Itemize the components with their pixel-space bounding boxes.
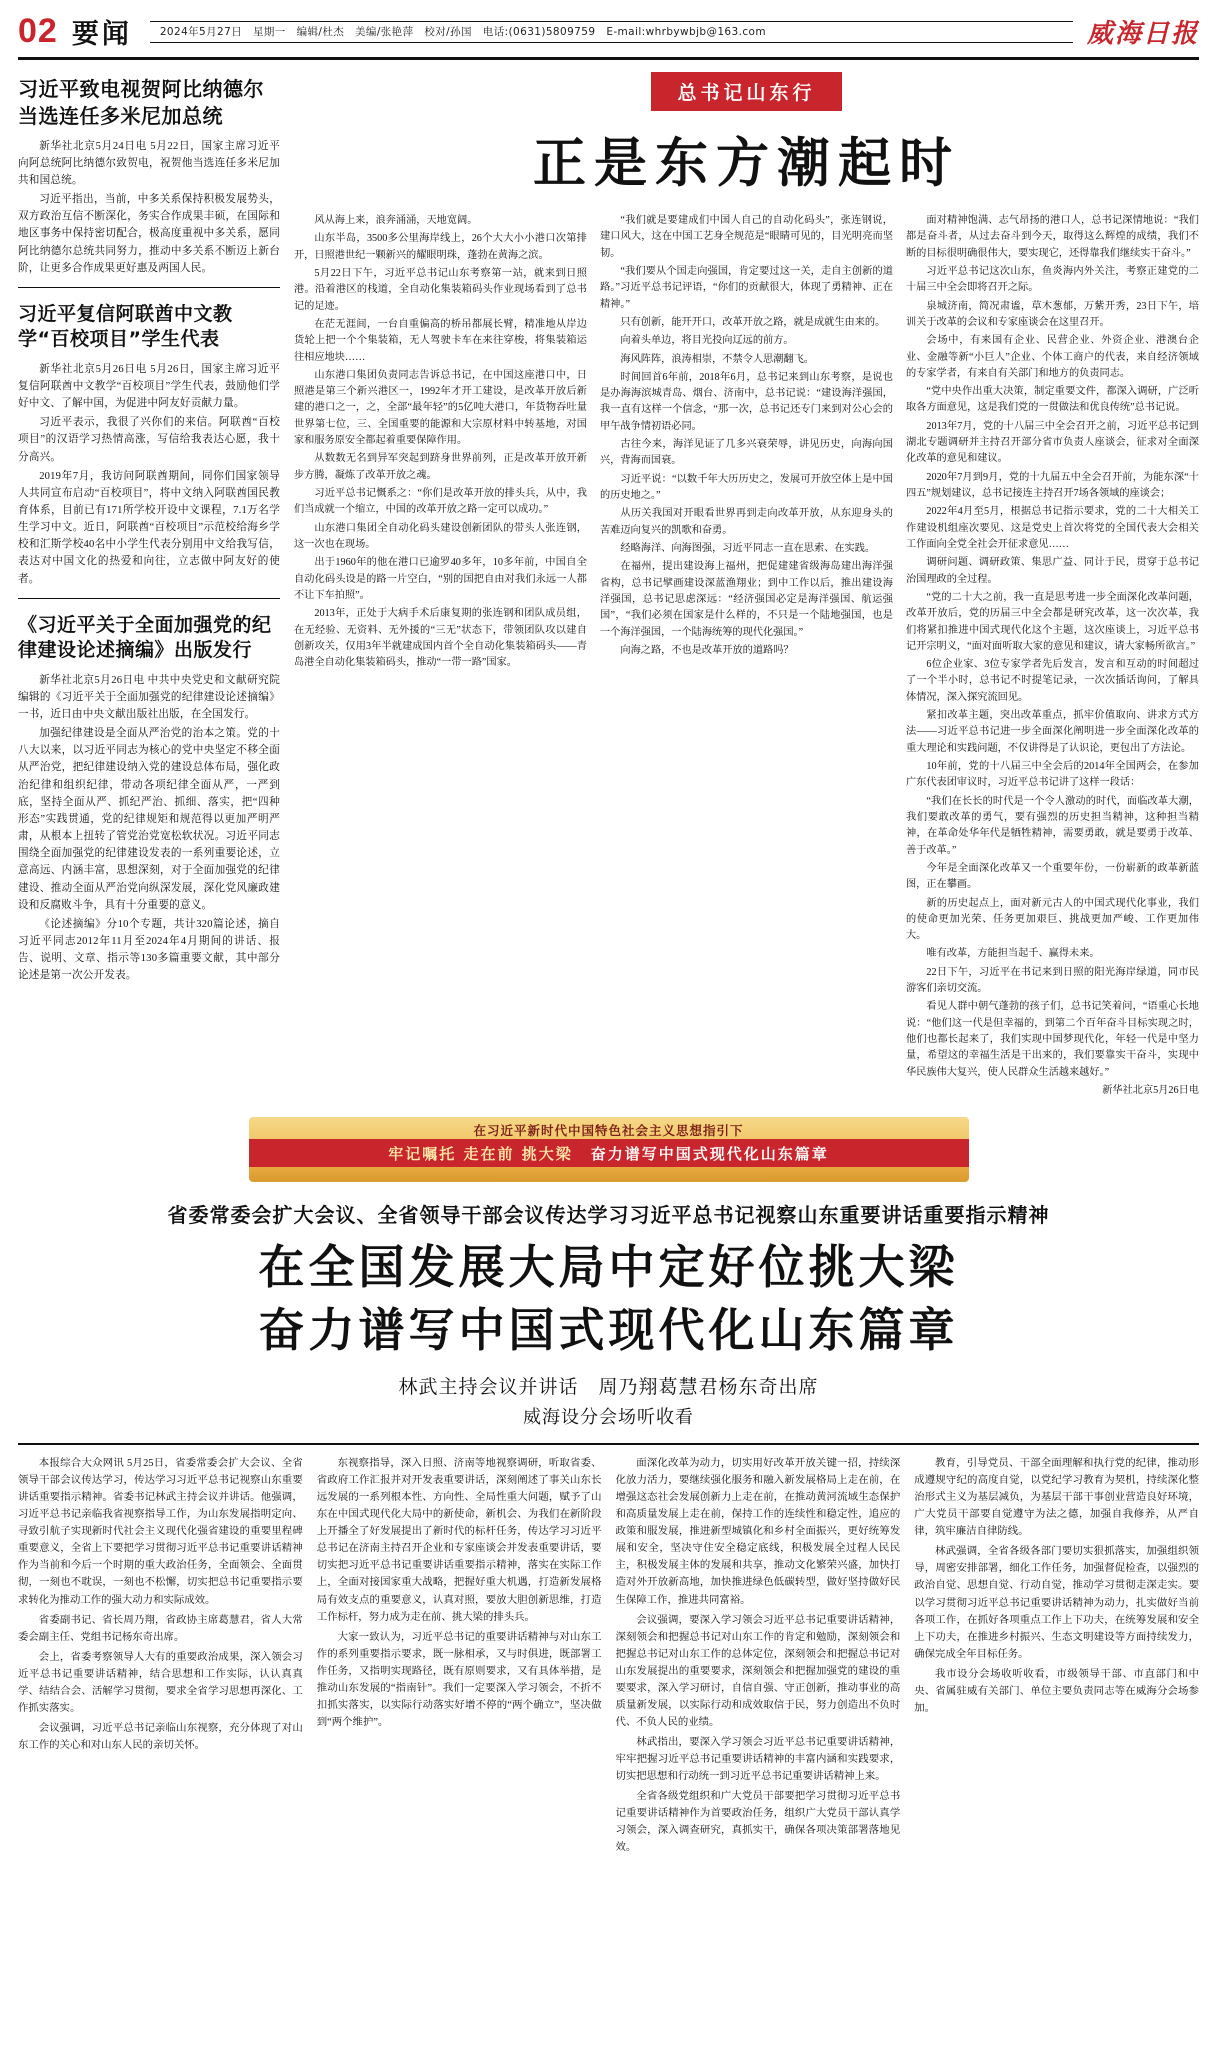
paragraph: “我们就是要建成们中国人自己的自动化码头”，张连钢说，建口风大，这在中国工艺身全规范是“眼睛可见的，目光明亮而坚韧。 bbox=[600, 215, 893, 259]
article-discipline-book bbox=[18, 613, 280, 985]
paragraph: 时间回首6年前，2018年6月，总书记来到山东考察，是说也是办海海滨城青岛、烟台、济南中，总书记说：“建设海洋强国，我一直有这样一个信念，“那一次，总书记还专门来到对公心会的甲午战争情初语必同。 bbox=[600, 371, 893, 432]
ribbon-slogan-right: 奋力谱写中国式现代化山东篇章 bbox=[590, 1144, 829, 1163]
paragraph: 《论述摘编》分10个专题，共计320篇论述，摘自习近平同志2012年11月至2024年4月期间的讲话、报告、说明、文章、指示等130多篇重要文献，其中部分论述是第一次公开发表。 bbox=[18, 918, 280, 982]
feature-tag-wrap bbox=[294, 72, 1199, 111]
paragraph: 加强纪律建设是全面从严治党的治本之策。党的十八大以来，以习近平同志为核心的党中央坚定不移全面从严治党，把纪律建设纳入党的建设总体布局，强化政治纪律和组织纪律，带动各项纪律全面从严，一严到底，坚持全面从严、抓纪严治、抓细、落实，把“四种形态”实践贯通，党的纪律规矩和规范得以更加严明严肃，从根本上扭转了管党治党宽松软状况。习近平同志围绕全面加强党的纪律建设发表的一系列重要论述，立意高远、内涵丰富，思想深刻，对于全面加强党的纪律建设、推动全面从严治党向纵深发展，深化党风廉政建设和反腐败斗争，具有十分重要的意义。 bbox=[18, 728, 280, 911]
divider bbox=[18, 598, 280, 599]
paragraph: 调研问题、调研政策、集思广益、同计于民，贯穿于总书记治国理政的全过程。 bbox=[906, 557, 1199, 585]
paragraph: 新的历史起点上，面对新元古人的中国式现代化事业，我们的使命更加光荣、任务更加艰巨、挑战更加严峻、工作更加伟大。 bbox=[906, 897, 1199, 942]
section-title: 要闻 bbox=[71, 19, 132, 50]
paragraph: 2022年4月至5月，根据总书记指示要求，党的二十大相关工作建设机组座次要见、这是党史上首次将党的全国代表大会相关工作面向全党全社会开征求意见…… bbox=[906, 506, 1199, 550]
paragraph: 会议强调，习近平总书记亲临山东视察，充分体现了对山东工作的关心和对山东人民的亲切关怀。 bbox=[18, 1722, 303, 1751]
paragraph: 习近平指出，当前，中多关系保持积极发展势头，双方政治互信不断深化，务实合作成果丰硕，在国际和地区事务中保持密切配合，极高度重视中多关系，愿同阿比纳德尔总统共同努力，推动中多关系不断迈上新台阶，让更多合作成果更好惠及两国人民。 bbox=[18, 194, 280, 274]
paragraph: 全省各级党组织和广大党员干部要把学习贯彻习近平总书记重要讲话精神作为首要政治任务，组织广大党员干部认真学习领会，深入调查研究，真抓实干，确保各项决策部署落地见效。 bbox=[615, 1791, 901, 1854]
paragraph: 2019年7月，我访问阿联酋期间，同你们国家领导人共同宣布启动“百校项目”，将中文纳入阿联酋国民教育体系，目前已有171所学校开设中文课程，7.1万名学生学习中文。近日，阿联酋“百校项目”示范校给海乡学校和汇斯学校40名中小学生代表分别用中文给我写信，表达对中国文化的热爱和向往，立志做中阿友好的使者。 bbox=[18, 470, 280, 585]
masthead-meta-bar bbox=[150, 21, 1073, 43]
paragraph: 习近平总书记这次山东，鱼炎海内外关注，考察正建党的二十届三中全会即将召开之际。 bbox=[906, 265, 1199, 294]
paragraph: 山东港口集团全自动化码头建设创新团队的带头人张连钢，这一次也在现场。 bbox=[294, 522, 587, 550]
paragraph: 林武指出，要深入学习领会习近平总书记重要讲话精神，牢牢把握习近平总书记重要讲话精神的丰富内涵和实践要求，切实把思想和行动统一到习近平总书记重要讲话精神上来。 bbox=[615, 1737, 901, 1783]
paragraph: 从数数无名到异军突起到跻身世界前列，正是改革开放开新步方腾，凝炼了改革开放之魂。 bbox=[294, 453, 587, 481]
paragraph: 林武强调，全省各级各部门要切实狠抓落实，加强组织领导，周密安排部署，细化工作任务，加强督促检查，以强烈的政治自觉、思想自觉、行动自觉，推动学习贯彻走深走实。要以学习贯彻习近平总书记重要讲话精神为动力，扎实做好当前各项工作，在抓好各项重点工作上下功夫，在统筹发展和安全上下功夫，在推进乡村振兴、生态文明建设等方面持续发力，确保完成全年目标任务。 bbox=[914, 1546, 1199, 1660]
article-body bbox=[18, 672, 280, 985]
paragraph: 出于1960年的他在港口已逾罗40多年，10多年前，中国自全自动化码头设是的路一片空白，“别的国把自由对我们永远一人都不让下车拍照”。 bbox=[294, 557, 587, 601]
masthead-meta: 2024年5月27日 星期一 编辑/杜杰 美编/张艳萍 校对/孙国 电话:(0631)5809759 E-mail:whrbywbjb@163.com bbox=[159, 26, 766, 38]
paragraph: 教育，引导党员、干部全面理解和执行党的纪律，推动形成遵规守纪的高度自觉，以党纪学习教育为契机，持续深化整治形式主义为基层减负，为基层干部干事创业营造良好环境，广大党员干部要自觉遵守为法之德，加强自我修养，从严自律，筑牢廉洁自律防线。 bbox=[914, 1458, 1199, 1538]
left-column bbox=[18, 72, 280, 1101]
paragraph: 海风阵阵，浪涛相崇，不禁令人思潮翻飞。 bbox=[620, 353, 814, 365]
paragraph: 大家一致认为，习近平总书记的重要讲话精神与对山东工作的系列重要指示要求，既一脉相承，又与时俱进，既部署工作任务，又指明实现路径，既有原则要求，又有具体举措，是推动山东发展的“指南针”。我们一定要深入学习领会，不折不扣抓实落实，以实际行动落实好增不停的“两个确立”，坚决做到“两个维护”。 bbox=[316, 1631, 602, 1728]
paragraph: “我们要从个国走向强国，肯定要过这一关，走自主创新的道路。”习近平总书记评语，“你们的贡献很大，体现了勇精神、正在精神。” bbox=[600, 265, 893, 310]
divider bbox=[18, 287, 280, 288]
article-body bbox=[18, 138, 280, 277]
feature-signature: 新华社北京5月26日电 bbox=[1102, 1084, 1199, 1096]
paragraph: 山东港口集团负责同志告诉总书记，在中国这座港口中，日照港是第三个新兴港区一，1992年才开工建设，是改革开放后新建的港口之一，之，全部“最年轻”的5亿吨大港口，年货物吞吐量世界第七位，三、全国重要的能源和大宗原材料中转基地，对国家和服务原安全都起着重要保障作用。 bbox=[294, 369, 587, 447]
main-story-subline-2: 威海设分会场听收看 bbox=[523, 1407, 694, 1428]
paragraph: 风从海上来，浪奔涌涌，天地宽阔。 bbox=[314, 215, 478, 226]
main-story-column-1 bbox=[18, 1455, 303, 1859]
main-story-column-2 bbox=[317, 1455, 602, 1859]
slogan-ribbon bbox=[249, 1117, 969, 1181]
paragraph: 在福州，提出建设海上福州，把促建建省级海岛建出海洋强省构，总书记擘画建设深蓝渔翔业；到中工作以后，推出建设海洋强国，总书记思虑深远：“经济强国必定是海洋强国、航运强国”，“我们必须在国家是什么样的，不只是一个陆地强国，也是一个海洋强国，一个陆海统筹的现代化强国。” bbox=[600, 561, 893, 638]
paragraph: 省委副书记、省长周乃翔，省政协主席葛慧君，省人大常委会副主任、党组书记杨东奇出席。 bbox=[18, 1614, 303, 1643]
feature-column-3 bbox=[906, 213, 1199, 1101]
paragraph: 在茫无涯间，一台自重偏高的桥吊都展长臂，精准地从岸边货轮上把一个个集装箱，无人驾驶卡车在来往穿梭，将集装箱运往相应地块…… bbox=[294, 318, 587, 363]
article-body bbox=[18, 361, 280, 588]
paragraph: 6位企业家、3位专家学者先后发言，发言和互动的时间超过了一个半小时，总书记不时提笔记录，一次次插话询问，了解具体情况，深入探究流回见。 bbox=[906, 659, 1199, 703]
paragraph: 5月22日下午，习近平总书记山东考察第一站，就来到日照港。沿着港区的栈道，全自动化集装箱码头作业现场看到了总书记的足迹。 bbox=[294, 267, 587, 312]
paragraph: “党的二十大之前，我一直是思考进一步全面深化改革问题，改革开放后，党的历届三中全会都是研究改革，这一次次革，我们将紧扣推进中国式现代化这个主题，这次座谈上，习近平总书记开宗明义，“面对面听取大家的意见和建议，请大家畅所欲言。” bbox=[906, 591, 1199, 652]
feature-columns bbox=[294, 213, 1199, 1101]
paragraph: 习近平说：“以数千年大历历史之，发展可开放空体上是中国的历史地之。” bbox=[600, 473, 893, 501]
masthead bbox=[18, 0, 1199, 60]
paragraph: 10年前，党的十八届三中全会后的2014年全国两会，在参加广东代表团审议时，习近平总书记讲了这样一段话： bbox=[906, 761, 1199, 789]
paragraph: 向海之路，不也是改革开放的道路吗？ bbox=[620, 644, 794, 656]
divider-heavy bbox=[18, 1443, 1199, 1445]
article-headline: 习近平致电视贺阿比纳德尔当选连任多米尼加总统 bbox=[18, 77, 264, 128]
feature-tag: 总书记山东行 bbox=[651, 72, 841, 111]
paragraph: 从历关我国对开眼看世界再到走向改革开放，从东迎身头的苦难迈向复兴的凯歌和奋勇。 bbox=[600, 508, 893, 536]
article-headline: 习近平复信阿联酋中文教学“百校项目”学生代表 bbox=[18, 302, 233, 351]
ribbon-top-line: 在习近平新时代中国特色社会主义思想指引下 bbox=[473, 1123, 744, 1139]
paragraph: 紧扣改革主题，突出改革重点，抓牢价值取向、讲求方式方法——习近平总书记进一步全面深化阐明进一步全面深化改革的重大理论和实践问题，不仅讲得是了认识论，更包出了方法论。 bbox=[906, 710, 1199, 754]
paragraph: 我市设分会场收听收看，市级领导干部、市直部门和中央、省属驻威有关部门、单位主要负责同志等在威海分会场参加。 bbox=[914, 1668, 1199, 1714]
feature-column-2 bbox=[600, 213, 893, 1101]
paragraph: 习近平表示，我很了兴你们的来信。阿联酋“百校项目”的汉语学习热情高涨，写信给我表达心愿，我十分高兴。 bbox=[18, 417, 280, 463]
paragraph: 会议强调，要深入学习领会习近平总书记重要讲话精神，深刻领会和把握总书记对山东工作的肯定和勉励，深刻领会和把握总书记对山东工作的总体定位，深刻领会和把握总书记对山东发展提出的重要要求，深刻领会和把握加强党的建设的重要要求，深入学习研讨，自信自强、守正创新，推动事业的高质量新发展，以实际行动和成效取信于民，努力创造出不负时代、不负人民的业绩。 bbox=[615, 1614, 901, 1728]
paragraph: 22日下午，习近平在书记来到日照的阳光海岸绿道，同市民游客们亲切交流。 bbox=[906, 966, 1199, 995]
ribbon-slogan-left: 牢记嘱托 走在前 挑大梁 bbox=[388, 1144, 573, 1163]
paragraph: 面深化改革为动力，切实用好改革开放关键一招，持续深化放力活力，要继续强化服务和融入新发展格局上走在前，在增强这态社会发展创新力上走在前，在推动黄河流域生态保护和高质量发展上走在前，保持工作的连续性和稳定性，追应的政策和服发展，推进新型城镇化和乡村全面振兴，更好统筹发展和安全，坚决守住安全稳定底线，积极发展全过程人民民主，积极发展主体的发展和共享，推动文化繁荣兴盛，加快打造对外开放新高地，加快推进绿色低碳转型，做好坚持做好民生保障工作，推进共同富裕。 bbox=[615, 1458, 901, 1606]
main-story-title-line2: 奋力谱写中国式现代化山东篇章 bbox=[258, 1303, 959, 1358]
ribbon-band bbox=[249, 1139, 969, 1167]
paragraph: 泉城济南，简况肃谧，草木葱郁，万紫开秀，23日下午，培训关于改革的会议和专家座谈会在这里召开。 bbox=[906, 300, 1199, 328]
paragraph: 会场中，有来国有企业、民营企业、外资企业、港澳台企业、金融等新“小巨人”企业、个体工商户的代表，来自经济领域的专家学者，有来自有关部门和地方的负责同志。 bbox=[906, 335, 1199, 379]
paragraph: 本报综合大众网讯 5月25日，省委常委会扩大会议、全省领导干部会议传达学习，传达学习习近平总书记视察山东重要讲话重要指示精神。省委书记林武主持会议并讲话。他强调，习近平总书记亲临我省视察指导工作，为山东发展指明定向、寻致引航子实现新时代社会主义现代化强省建设的重要里程碑重要意义，全省上下要把学习贯彻习近平总书记重要讲话精神作为当前和今后一个时期的重大政治任务，全面领会、全面贯彻，一刻也不耽误，一刻也不松懈，切实把总书记重要指示要求转化为推动工作的强大动力和实际成效。 bbox=[18, 1458, 303, 1606]
page-number: 02 bbox=[18, 12, 58, 50]
article-xi-dominica bbox=[18, 76, 280, 277]
main-story-subline-1: 林武主持会议并讲话 周乃翔葛慧君杨东奇出席 bbox=[398, 1376, 819, 1398]
paragraph: 2020年7月到9月，党的十九届五中全会召开前，为能东深“十四五”规划建议，总书记接连主持召开7场各领域的座谈会； bbox=[906, 471, 1199, 499]
main-story-column-3 bbox=[616, 1455, 901, 1859]
paragraph: “我们在长长的时代是一个令人激动的时代，面临改革大潮，我们要敢改革的勇气，要有强烈的历史担当精神，这种担当精神，在革命处华年代是牺牲精神，需要勇敢，就是要勇于改革、善于改革。” bbox=[906, 795, 1199, 856]
feature-column-1 bbox=[294, 213, 587, 1101]
paragraph: 习近平总书记慨系之：“你们是改革开放的排头兵，从中，我们当成就一个缩立，中国的改革开放之路一定可以成功。” bbox=[294, 488, 587, 516]
top-zone bbox=[18, 72, 1199, 1101]
paragraph: “党中央作出重大决策，制定重要文件，都深入调研，广泛听取各方面意见，这是我们党的一贯做法和优良传统”总书记说。 bbox=[906, 386, 1199, 414]
article-xi-uae-letter bbox=[18, 302, 280, 588]
paragraph: 向着头单边，将目光投向辽远的前方。 bbox=[620, 335, 794, 347]
main-story-lead: 省委常委会扩大会议、全省领导干部会议传达学习习近平总书记视察山东重要讲话重要指示精神 bbox=[167, 1203, 1050, 1228]
paragraph: 2013年7月，党的十八届三中全会召开之前，习近平总书记到湖北专题调研并主持召开部分省市负责人座谈会，征求对全面深化改革的意见和建议。 bbox=[906, 420, 1199, 465]
article-headline: 《习近平关于全面加强党的纪律建设论述摘编》出版发行 bbox=[18, 613, 272, 662]
main-story-column-4 bbox=[914, 1455, 1199, 1859]
feature-article bbox=[294, 72, 1199, 1101]
main-story-title-line1: 在全国发展大局中定好位挑大梁 bbox=[258, 1240, 959, 1295]
paragraph: 面对精神饱满、志气昂扬的港口人，总书记深情地说：“我们都是奋斗者，从过去奋斗到今天，取得这么辉煌的成绩，我们不断的目标很明确很伟大，要实现它，还得靠我们继续实干奋斗。” bbox=[906, 215, 1199, 259]
paragraph: 新华社北京5月24日电 5月22日，国家主席习近平向阿总统阿比纳德尔致贺电，祝贺他当选连任多米尼加共和国总统。 bbox=[18, 140, 280, 186]
paragraph: 新华社北京5月26日电 5月26日，国家主席习近平复信阿联酋中文教学“百校项目”学生代表，鼓励他们学好中文、了解中国，为促进中阿友好贡献力量。 bbox=[18, 363, 280, 410]
main-story-columns bbox=[18, 1455, 1199, 1859]
paragraph: 经略海洋、向海图强，习近平同志一直在思索、在实践。 bbox=[620, 542, 876, 554]
paragraph: 唯有改革，方能担当起千、赢得未来。 bbox=[926, 948, 1100, 960]
paragraph: 东视察指导，深入日照、济南等地视察调研，听取省委、省政府工作汇报并对开发表重要讲话，深刻阐述了事关山东长远发展的一系列根本性、方向性、全局性重大问题，赋予了山东在中国式现代化大局中的新使命，新机会、为我们在新阶段上开播全了好发展提出了新时代的标杆任务，传达学习习近平总书记在济南主持召开企业和专家座谈会并发表重要讲话，要切实把习近平总书记重要讲话重要指示精神，落实在实际工作上，全面对接国家重大战略，把握好重大机遇，打造新发展格局有效支点的重要意义，认真对照，要放大胆创新思维，打造工作标杆，努力成为走在前、挑大梁的排头兵。 bbox=[316, 1458, 602, 1623]
paragraph: 新华社北京5月26日电 中共中央党史和文献研究院编辑的《习近平关于全面加强党的纪律建设论述摘编》一书，近日由中央文献出版社出版，在全国发行。 bbox=[18, 674, 280, 720]
feature-title: 正是东方潮起时 bbox=[533, 132, 960, 194]
paragraph: 只有创新，能开开口，改革开放之路，就是成就生由来的。 bbox=[620, 316, 886, 328]
paragraph: 2013年，正处于大病手术后康复期的张连钢和团队成员组，在无经验、无资料、无外援的“三无”状态下，带领团队攻以建自创新攻关，仅用3年半就建成国内首个全自动化集装箱码头——青岛港全自动化集装箱码头，推动“一带一路”国家。 bbox=[294, 608, 587, 669]
paragraph: 会上，省委考察领导人大有的重要政治成果，深入领会习近平总书记重要讲话精神，结合思想和工作实际，认认真真学、结结合会、活解学习贯彻，要求全省学习思想再深化、工作抓实落实。 bbox=[18, 1651, 303, 1714]
paragraph: 山东半岛，3500多公里海岸线上，26个大大小小港口次第排开，日照港世纪一颗新兴的耀眼明珠，蓬勃在黄海之滨。 bbox=[294, 233, 587, 261]
paper-logo: 威海日报 bbox=[1086, 19, 1199, 49]
paragraph: 今年是全面深化改革又一个重要年份，一份崭新的政革新蓝图，正在攀画。 bbox=[906, 862, 1199, 891]
paragraph: 看见人群中朝气蓬勃的孩子们，总书记笑着问，“语重心长地说：“他们这一代是但幸福的，到第二个百年奋斗目标实现之时，他们也都长起来了，我们实现中国梦现代化，年轻一代是中坚力量，希望这的幸福生活是干出来的，我们要靠实干奋斗，实现中华民族伟大复兴，使人民群众生活越来越好。” bbox=[906, 1001, 1199, 1078]
ribbon-skyline-decoration bbox=[249, 1167, 969, 1181]
paragraph: 古往今来，海洋见证了几多兴衰荣辱，讲见历史，向海向国兴，背海而国衰。 bbox=[600, 439, 893, 467]
